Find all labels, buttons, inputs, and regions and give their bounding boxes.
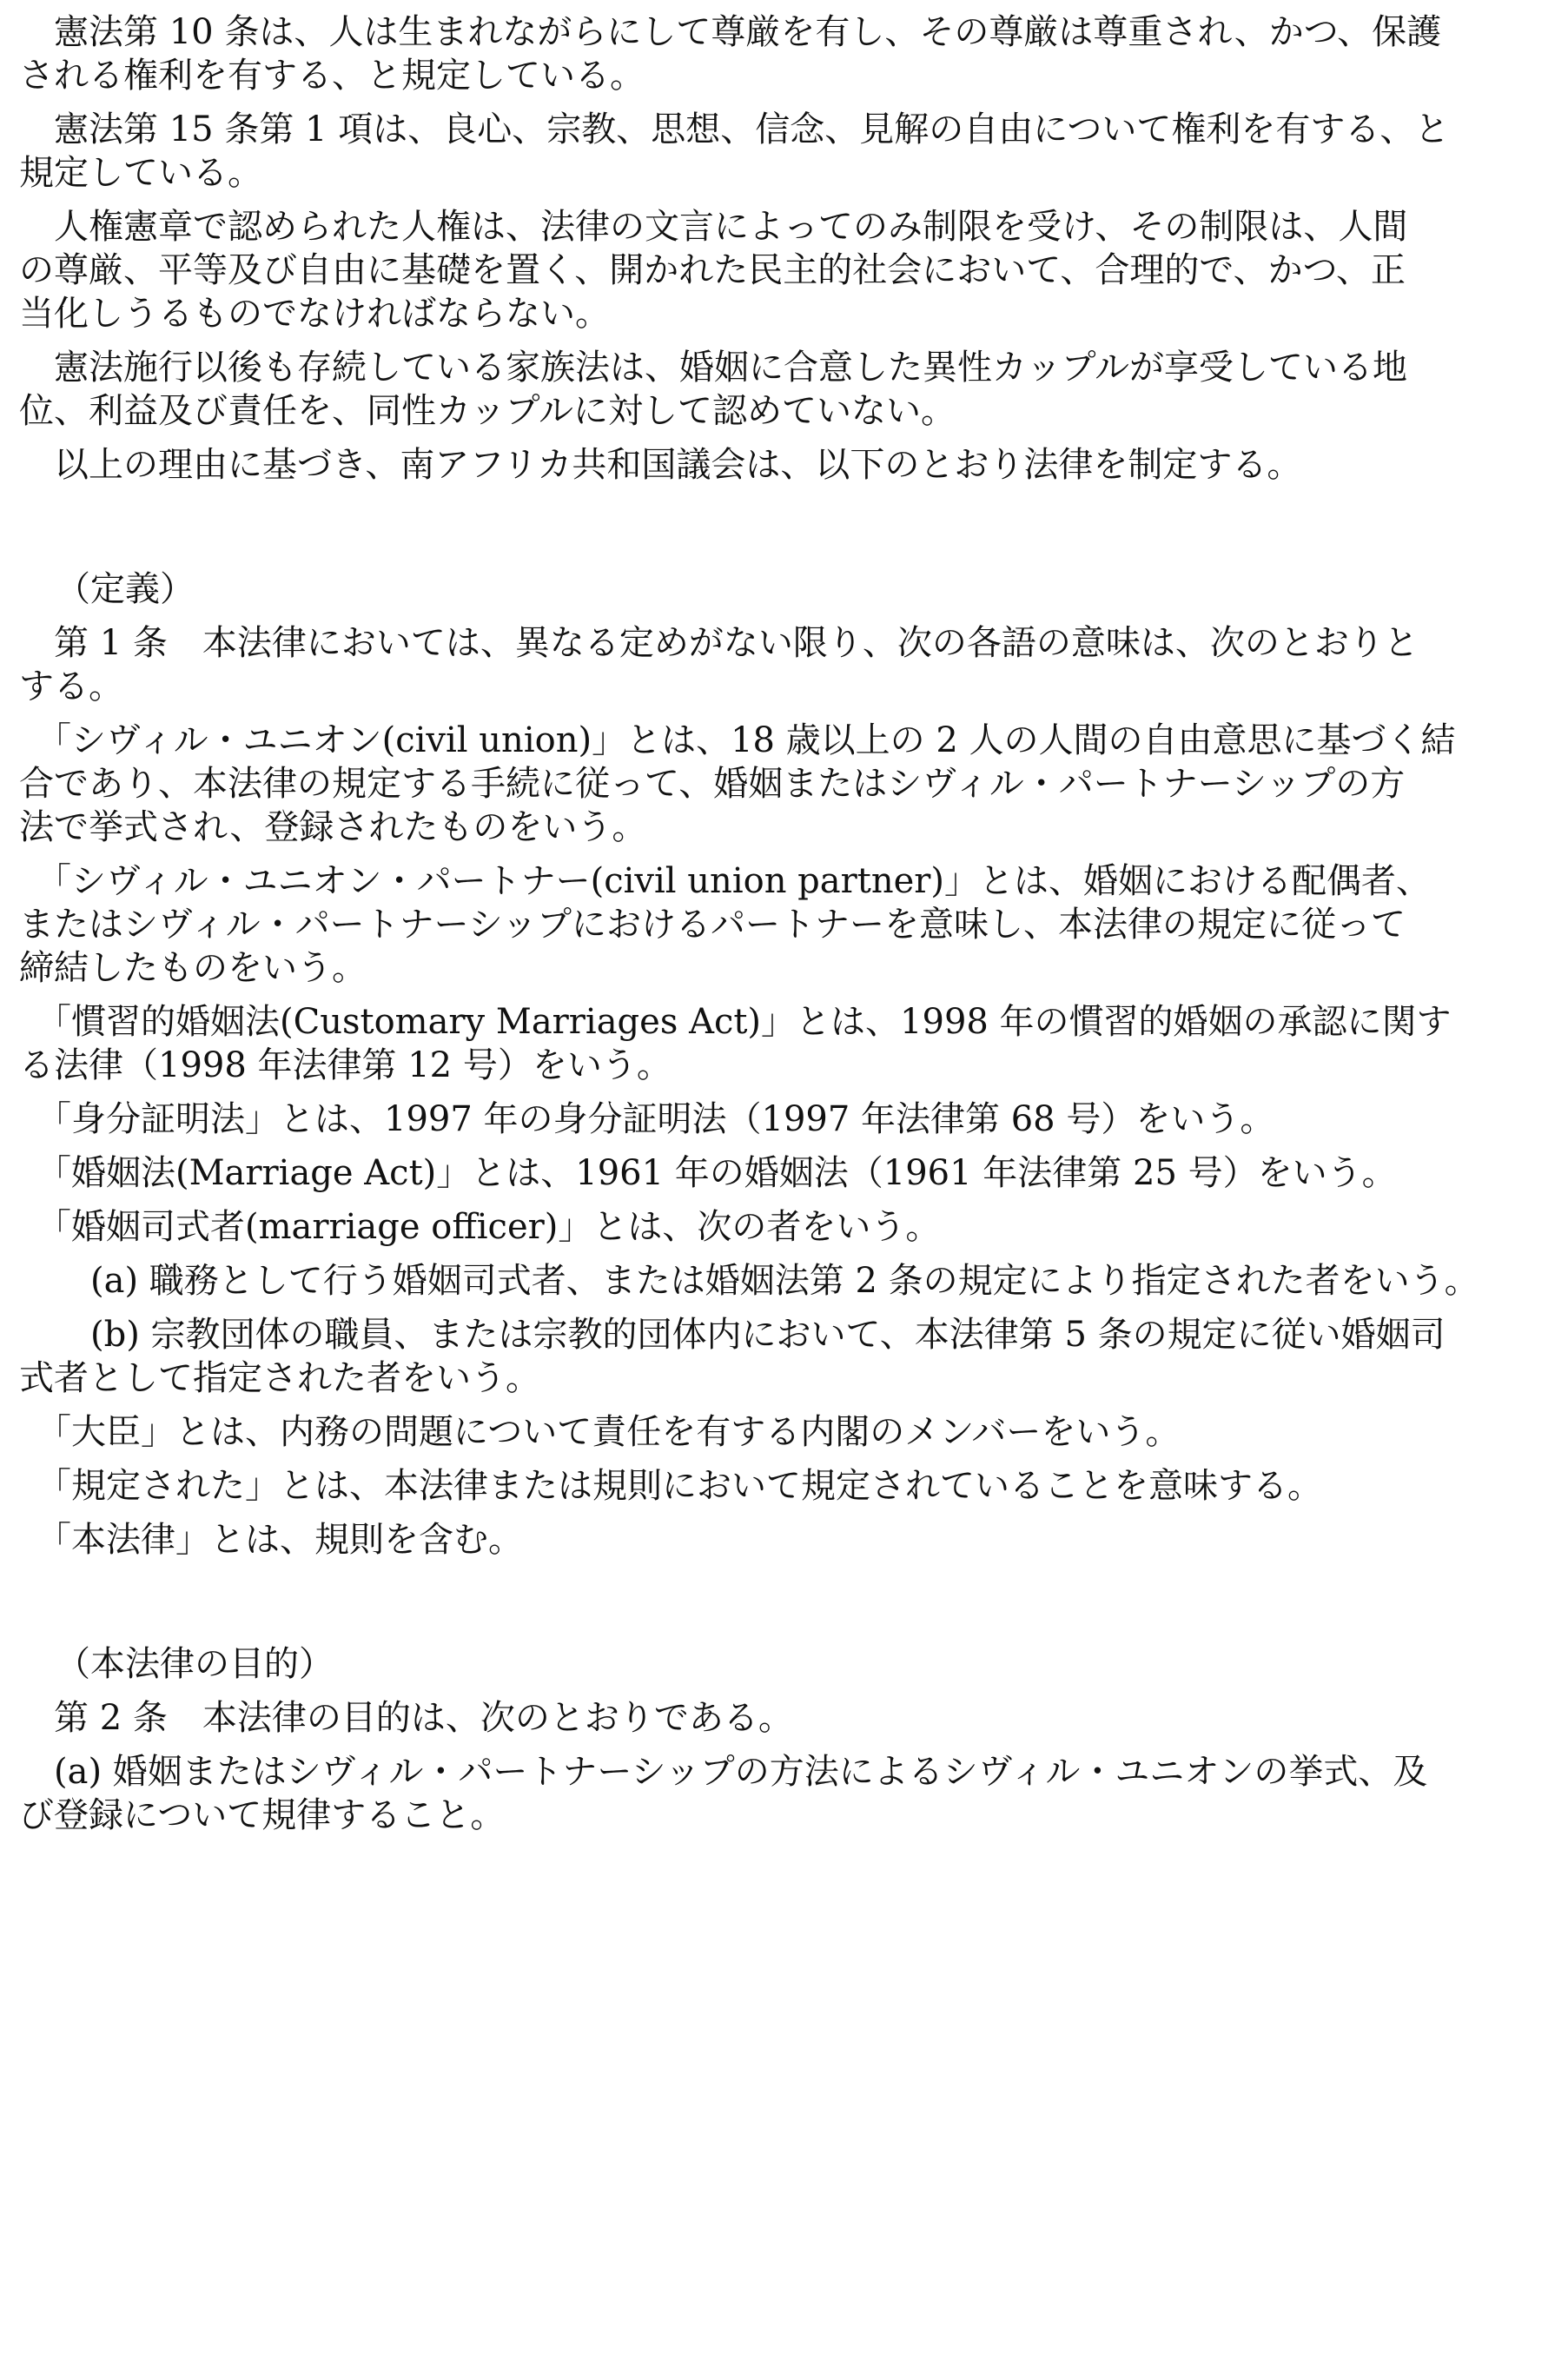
item-a: [19, 1259, 1549, 1303]
preamble-paragraph-1: [19, 10, 1549, 97]
text-line: 「シヴィル・ユニオン(civil union)」とは、18 歳以上の 2 人の人間の自由意思に基づく結: [19, 720, 1456, 760]
preamble-paragraph-4: [19, 346, 1549, 433]
text-line: 「規定された」とは、本法律または規則において規定されていることを意味する。: [19, 1466, 1322, 1506]
article-2: [19, 1696, 1549, 1740]
text-line: 法で挙式され、登録されたものをいう。: [19, 807, 647, 847]
text-line: 式者として指定された者をいう。: [19, 1358, 540, 1398]
definition-this-act: [19, 1518, 1549, 1562]
article-1: [19, 621, 1549, 708]
text-line: 「本法律」とは、規則を含む。: [19, 1520, 523, 1560]
section-definitions: [19, 567, 1549, 1562]
preamble-paragraph-3: [19, 205, 1549, 335]
definition-customary-marriages-act: [19, 1000, 1549, 1087]
section-heading: （定義）: [56, 569, 195, 609]
text-line: 「慣習的婚姻法(Customary Marriages Act)」とは、1998 年の慣習的婚姻の承認に関す: [19, 1002, 1452, 1042]
preamble-paragraph-2: [19, 108, 1549, 195]
text-line: の尊厳、平等及び自由に基礎を置く、開かれた民主的社会において、合理的で、かつ、正: [19, 250, 1406, 290]
text-line: する。: [19, 667, 123, 706]
text-line: 憲法第 15 条第 1 項は、良心、宗教、思想、信念、見解の自由について権利を有する、と: [19, 109, 1450, 149]
text-line: 「婚姻司式者(marriage officer)」とは、次の者をいう。: [19, 1207, 941, 1247]
text-line: る法律（1998 年法律第 12 号）をいう。: [19, 1045, 672, 1085]
preamble-paragraph-5: [19, 443, 1549, 487]
text-line: 「シヴィル・ユニオン・パートナー(civil union partner)」とは、婚姻における配偶者、: [19, 861, 1431, 901]
text-line: び登録について規律すること。: [19, 1795, 506, 1835]
text-line: またはシヴィル・パートナーシップにおけるパートナーを意味し、本法律の規定に従って: [19, 905, 1406, 945]
preamble: [19, 10, 1549, 487]
text-line: 第 2 条 本法律の目的は、次のとおりである。: [19, 1698, 793, 1738]
definition-civil-union: [19, 719, 1549, 849]
text-line: 人権憲章で認められた人権は、法律の文言によってのみ制限を受け、その制限は、人間: [19, 207, 1408, 247]
definition-marriage-officer: [19, 1205, 1549, 1249]
definition-minister: [19, 1410, 1549, 1454]
item-b: [19, 1313, 1549, 1400]
text-line: (b) 宗教団体の職員、または宗教的団体内において、本法律第 5 条の規定に従い婚姻司: [90, 1315, 1446, 1355]
definition-marriage-act: [19, 1151, 1549, 1195]
text-line: 「大臣」とは、内務の問題について責任を有する内閣のメンバーをいう。: [19, 1412, 1181, 1452]
text-line: 憲法第 10 条は、人は生まれながらにして尊厳を有し、その尊厳は尊重され、かつ、保護: [19, 12, 1442, 52]
text-line: 規定している。: [19, 153, 262, 193]
text-line: 位、利益及び責任を、同性カップルに対して認めていない。: [19, 391, 956, 431]
text-line: 「身分証明法」とは、1997 年の身分証明法（1997 年法律第 68 号）をいう。: [19, 1099, 1275, 1139]
definition-prescribed: [19, 1464, 1549, 1508]
text-line: 当化しうるものでなければならない。: [19, 294, 610, 334]
text-line: 締結したものをいう。: [19, 948, 367, 988]
section-heading: （本法律の目的）: [56, 1644, 334, 1684]
section-objectives: [19, 1642, 1549, 1837]
text-line: 「婚姻法(Marriage Act)」とは、1961 年の婚姻法（1961 年法律第 25 号）をいう。: [19, 1153, 1397, 1193]
definition-identification-act: [19, 1098, 1549, 1141]
text-line: (a) 婚姻またはシヴィル・パートナーシップの方法によるシヴィル・ユニオンの挙式、及: [19, 1752, 1428, 1792]
text-line: 合であり、本法律の規定する手続に従って、婚姻またはシヴィル・パートナーシップの方: [19, 764, 1406, 804]
text-line: 憲法施行以後も存続している家族法は、婚姻に合意した異性カップルが享受している地: [19, 348, 1407, 388]
text-line: 第 1 条 本法律においては、異なる定めがない限り、次の各語の意味は、次のとおりと: [19, 623, 1419, 663]
definition-civil-union-partner: [19, 859, 1549, 990]
text-line: される権利を有する、と規定している。: [19, 56, 645, 96]
text-line: 以上の理由に基づき、南アフリカ共和国議会は、以下のとおり法律を制定する。: [19, 445, 1302, 485]
article-2-item-a: [19, 1750, 1549, 1837]
text-line: (a) 職務として行う婚姻司式者、または婚姻法第 2 条の規定により指定された者をいう。: [90, 1261, 1479, 1301]
